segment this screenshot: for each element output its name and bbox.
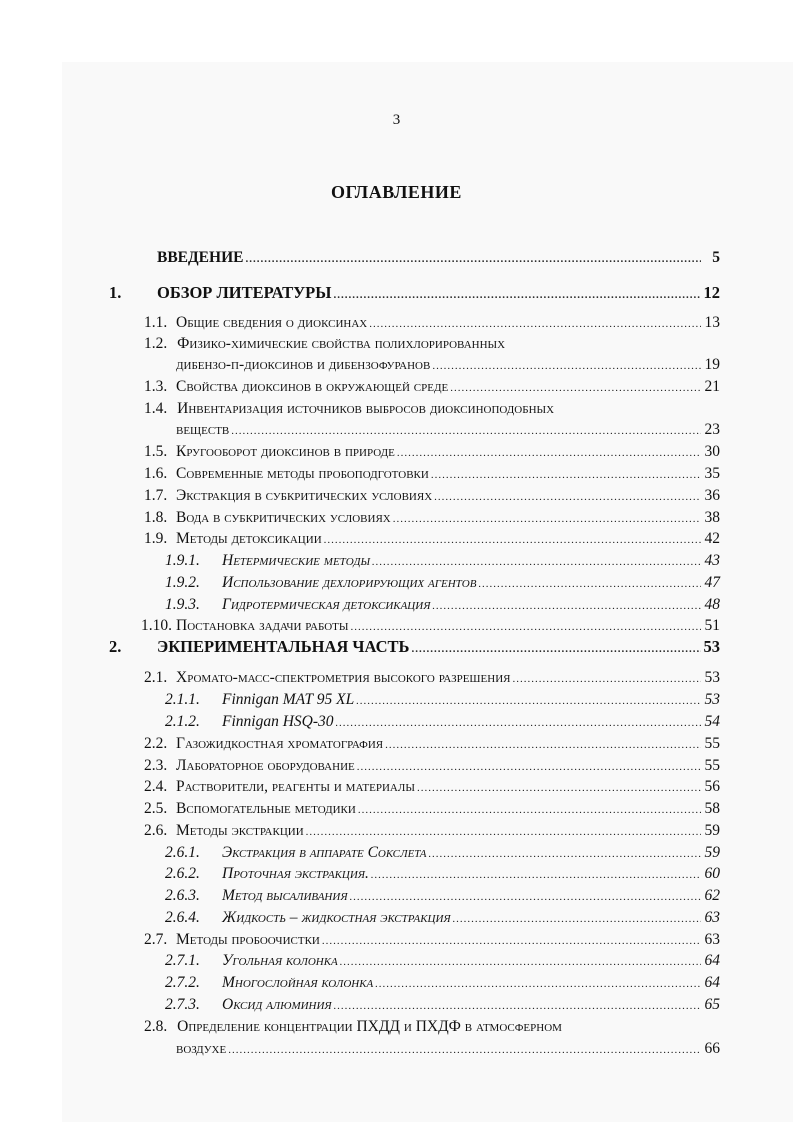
toc-entry-page: 38 [704, 509, 720, 526]
toc-entry-page: 5 [712, 249, 720, 266]
toc-entry-title: ОБЗОР ЛИТЕРАТУРЫ [157, 283, 332, 302]
toc-entry-number: 1.4. [144, 400, 168, 417]
toc-entry-page: 64 [704, 974, 720, 991]
toc-entry-page: 59 [704, 844, 720, 861]
toc-entry-number: 1.5. [144, 443, 168, 460]
toc-entry-number: 2. [109, 637, 122, 656]
toc-entry[interactable] [144, 734, 720, 755]
toc-entry-title: ВВЕДЕНИЕ [157, 249, 244, 266]
toc-entry-page: 30 [704, 443, 720, 460]
toc-entry-page: 64 [704, 952, 720, 969]
toc-entry-title: Общие сведения о диоксинах [176, 314, 368, 331]
toc-entry-title: Свойства диоксинов в окружающей среде [176, 378, 449, 395]
toc-entry-title: Гидротермическая детоксикация [222, 596, 431, 613]
toc-entry-page: 60 [704, 865, 720, 882]
toc-entry-number: 2.6.4. [165, 909, 200, 926]
toc-entry[interactable] [176, 1039, 720, 1060]
toc-entry-page: 13 [704, 314, 720, 331]
toc-entry-sub[interactable] [165, 995, 720, 1016]
toc-entry-title: Методы детоксикации [176, 530, 322, 547]
toc-entry-sub[interactable] [165, 973, 720, 994]
toc-entry-number: 1.9.3. [165, 596, 200, 613]
toc-entry-page: 56 [704, 778, 720, 795]
toc-entry-number: 1.3. [144, 378, 168, 395]
toc-entry-sub[interactable] [165, 951, 720, 972]
toc-entry[interactable] [144, 377, 720, 398]
toc-entry-sub[interactable] [165, 908, 720, 929]
toc-entry-title: Вспомогательные методики [176, 800, 356, 817]
toc-entry-page: 47 [704, 574, 720, 591]
toc-entry-title: Современные методы пробоподготовки [176, 465, 429, 482]
toc-entry-title-continued: веществ [176, 421, 230, 438]
toc-entry-sub[interactable] [165, 573, 720, 594]
toc-entry[interactable] [144, 508, 720, 529]
toc-entry[interactable] [144, 313, 720, 334]
toc-entry[interactable] [144, 777, 720, 798]
toc-entry-number: 1.9.1. [165, 552, 200, 569]
toc-entry-page: 53 [703, 637, 720, 656]
toc-entry-number: 2.5. [144, 800, 168, 817]
toc-entry-title: Определение концентрации ПХДД и ПХДФ в атмосферном [177, 1018, 562, 1035]
toc-entry-number: 2.6.1. [165, 844, 200, 861]
toc-entry[interactable] [141, 616, 720, 637]
toc-entry-page: 35 [704, 465, 720, 482]
toc-entry[interactable] [144, 464, 720, 485]
toc-entry-number: 2.6.2. [165, 865, 200, 882]
toc-entry-sub[interactable] [165, 843, 720, 864]
page-number: 3 [392, 112, 401, 128]
toc-entry-page: 63 [704, 931, 720, 948]
toc-entry-title: Лабораторное оборудование [176, 757, 355, 774]
toc-entry-number: 2.1.1. [165, 691, 200, 708]
toc-entry-page: 12 [703, 283, 720, 302]
toc-entry-number: 1.2. [144, 335, 168, 352]
toc-entry-title: Проточная экстракция. [222, 865, 369, 882]
toc-entry-title: Вода в субкритических условиях [176, 509, 391, 526]
toc-entry-title: Экстракция в аппарате Сокслета [222, 844, 427, 861]
toc-entry-page: 63 [704, 909, 720, 926]
toc-entry-number: 1.1. [144, 314, 168, 331]
toc-entry-sub[interactable] [165, 551, 720, 572]
toc-entry-title: Кругооборот диоксинов в природе [176, 443, 395, 460]
toc-entry-number: 2.8. [144, 1018, 168, 1035]
toc-entry-number: 2.2. [144, 735, 168, 752]
toc-entry-number: 2.6.3. [165, 887, 200, 904]
toc-entry-title: Нетермические методы [222, 552, 371, 569]
toc-entry-title: Методы пробоочистки [176, 931, 320, 948]
toc-entry-number: 2.4. [144, 778, 168, 795]
toc-entry-sub[interactable] [165, 595, 720, 616]
toc-entry-number: 2.3. [144, 757, 168, 774]
toc-entry-title: ЭКПЕРИМЕНТАЛЬНАЯ ЧАСТЬ [157, 637, 410, 656]
page-title: ОГЛАВЛЕНИЕ [331, 182, 462, 202]
toc-entry-title: Инвентаризация источников выбросов диоксиноподобных [177, 400, 555, 417]
toc-entry-number: 2.7.2. [165, 974, 200, 991]
toc-entry-title: Угольная колонка [222, 952, 338, 969]
toc-entry-first-line[interactable] [144, 1017, 562, 1037]
toc-entry[interactable] [144, 930, 720, 951]
toc-entry-title-continued: дибензо-п-диоксинов и дибензофуранов [176, 356, 431, 373]
toc-entry-introduction[interactable] [157, 248, 720, 269]
toc-entry-page: 51 [704, 617, 720, 634]
toc-entry-number: 2.1. [144, 669, 168, 686]
toc-entry-number: 1. [109, 283, 122, 302]
toc-entry-title-continued: воздухе [176, 1040, 227, 1057]
toc-entry-page: 53 [704, 669, 720, 686]
toc-entry-page: 55 [704, 735, 720, 752]
toc-entry-title: Хромато-масс-спектрометрия высокого разрешения [176, 669, 511, 686]
toc-entry-number: 1.6. [144, 465, 168, 482]
toc-entry-number: 2.7.3. [165, 996, 200, 1013]
toc-entry[interactable] [144, 756, 720, 777]
toc-entry-sub[interactable] [165, 712, 720, 733]
toc-entry-page: 21 [704, 378, 720, 395]
toc-entry-page: 66 [704, 1040, 720, 1057]
toc-entry-number: 1.9. [144, 530, 168, 547]
toc-entry-page: 48 [704, 596, 720, 613]
toc-entry-number: 1.8. [144, 509, 168, 526]
toc-entry[interactable] [176, 420, 720, 441]
toc-entry-page: 53 [704, 691, 720, 708]
toc-entry[interactable] [144, 821, 720, 842]
toc-entry-sub[interactable] [165, 864, 720, 885]
toc-entry-title: Физико-химические свойства полихлорированных [177, 335, 506, 352]
toc-entry-page: 43 [704, 552, 720, 569]
toc-entry-page: 54 [704, 713, 720, 730]
toc-entry-page: 59 [704, 822, 720, 839]
toc-entry[interactable] [144, 486, 720, 507]
toc-entry-sub[interactable] [165, 886, 720, 907]
toc-entry-number: 1.9.2. [165, 574, 200, 591]
toc-entry[interactable] [144, 442, 720, 463]
toc-entry-title: Метод высаливания [222, 887, 348, 904]
toc-entry-title: Методы экстракции [176, 822, 304, 839]
toc-entry-page: 36 [704, 487, 720, 504]
toc-entry-page: 23 [704, 421, 720, 438]
toc-entry-first-line[interactable] [144, 334, 505, 354]
toc-entry-title: Finnigan MAT 95 XL [222, 691, 355, 708]
toc-entry-page: 19 [704, 356, 720, 373]
toc-entry-chapter-2[interactable] [109, 637, 720, 659]
toc-entry-title: Постановка задачи работы [176, 617, 349, 634]
toc-entry-number: 2.1.2. [165, 713, 200, 730]
toc-entry-number: 2.7.1. [165, 952, 200, 969]
toc-entry-title: Многослойная колонка [222, 974, 374, 991]
toc-entry-title: Оксид алюминия [222, 996, 332, 1013]
toc-entry-title: Жидкость – жидкостная экстракция [222, 909, 451, 926]
toc-entry-page: 58 [704, 800, 720, 817]
toc-entry-chapter-1[interactable] [109, 283, 720, 305]
toc-entry-title: Экстракция в субкритических условиях [176, 487, 433, 504]
toc-entry-title: Газожидкостная хроматография [176, 735, 384, 752]
toc-entry-page: 65 [704, 996, 720, 1013]
toc-entry-title: Использование дехлорирующих агентов [222, 574, 477, 591]
toc-entry[interactable] [176, 355, 720, 376]
toc-entry[interactable] [144, 529, 720, 550]
toc-entry[interactable] [144, 668, 720, 689]
toc-entry-number: 1.7. [144, 487, 168, 504]
toc-entry-title: Finnigan HSQ-30 [222, 713, 334, 730]
toc-entry-number: 2.7. [144, 931, 168, 948]
toc-entry[interactable] [144, 799, 720, 820]
toc-entry-page: 42 [704, 530, 720, 547]
toc-entry-first-line[interactable] [144, 399, 554, 419]
toc-entry-sub[interactable] [165, 690, 720, 711]
toc-entry-number: 2.6. [144, 822, 168, 839]
toc-entry-page: 55 [704, 757, 720, 774]
toc-entry-title: Растворители, реагенты и материалы [176, 778, 415, 795]
toc-entry-number: 1.10. [141, 617, 172, 634]
toc-entry-page: 62 [704, 887, 720, 904]
